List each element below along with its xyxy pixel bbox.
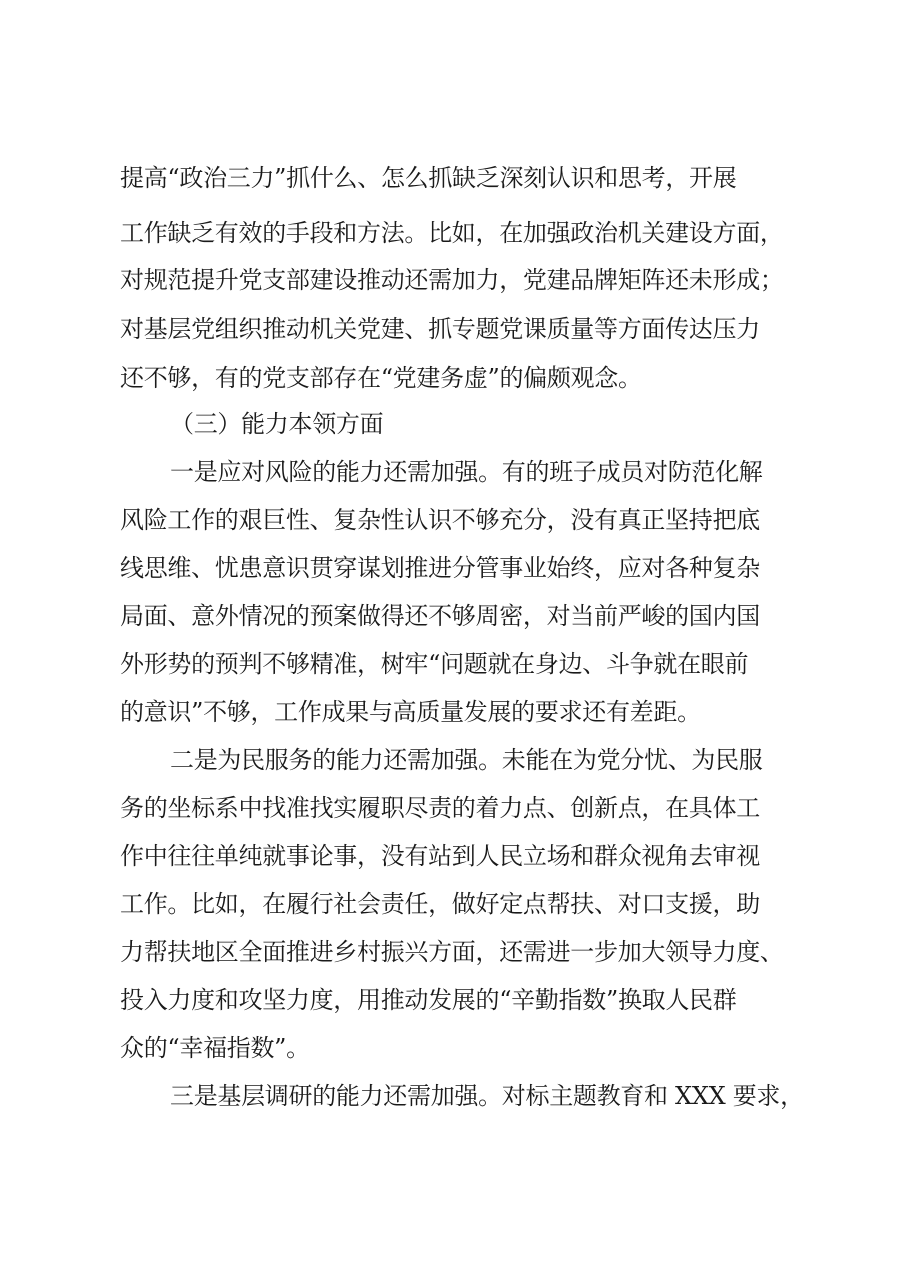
paragraph-2-line-5: 外形势的预判不够精准，树牢“问题就在身边、斗争就在眼前 (120, 650, 749, 678)
section-heading: （三）能力本领方面 (170, 410, 384, 438)
paragraph-1-line-5: 还不够，有的党支部存在“党建务虚”的偏颇观念。 (120, 364, 642, 392)
paragraph-3-line-7: 众的“幸福指数”。 (120, 1034, 310, 1062)
paragraph-3-line-3: 作中往往单纯就事论事，没有站到人民立场和群众视角去审视 (120, 842, 760, 870)
paragraph-2-line-2: 风险工作的艰巨性、复杂性认识不够充分，没有真正坚持把底 (120, 506, 760, 534)
paragraph-1-line-1: 提高“政治三力”抓什么、怎么抓缺乏深刻认识和思考，开展 (120, 164, 737, 192)
paragraph-3-line-2: 务的坐标系中找准找实履职尽责的着力点、创新点，在具体工 (120, 794, 760, 822)
paragraph-1-line-3: 对规范提升党支部建设推动还需加力，党建品牌矩阵还未形成； (120, 266, 784, 294)
paragraph-2-line-1: 一是应对风险的能力还需加强。有的班子成员对防范化解 (170, 458, 763, 486)
paragraph-3-line-6: 投入力度和攻坚力度，用推动发展的“辛勤指数”换取人民群 (120, 986, 737, 1014)
paragraph-1-line-4: 对基层党组织推动机关党建、抓专题党课质量等方面传达压力 (120, 315, 760, 343)
paragraph-3-line-4: 工作。比如，在履行社会责任，做好定点帮扶、对口支援，助 (120, 890, 760, 918)
paragraph-4-line-1: 三是基层调研的能力还需加强。对标主题教育和 XXX 要求， (170, 1082, 804, 1110)
paragraph-3-line-1: 二是为民服务的能力还需加强。未能在为党分忧、为民服 (170, 746, 763, 774)
paragraph-1-line-2: 工作缺乏有效的手段和方法。比如，在加强政治机关建设方面， (120, 219, 784, 247)
paragraph-2-line-3: 线思维、忧患意识贯穿谋划推进分管事业始终，应对各种复杂 (120, 554, 760, 582)
paragraph-2-line-4: 局面、意外情况的预案做得还不够周密，对当前严峻的国内国 (120, 602, 760, 630)
paragraph-2-line-6: 的意识”不够，工作成果与高质量发展的要求还有差距。 (120, 698, 701, 726)
paragraph-3-line-5: 力帮扶地区全面推进乡村振兴方面，还需进一步加大领导力度、 (120, 938, 784, 966)
